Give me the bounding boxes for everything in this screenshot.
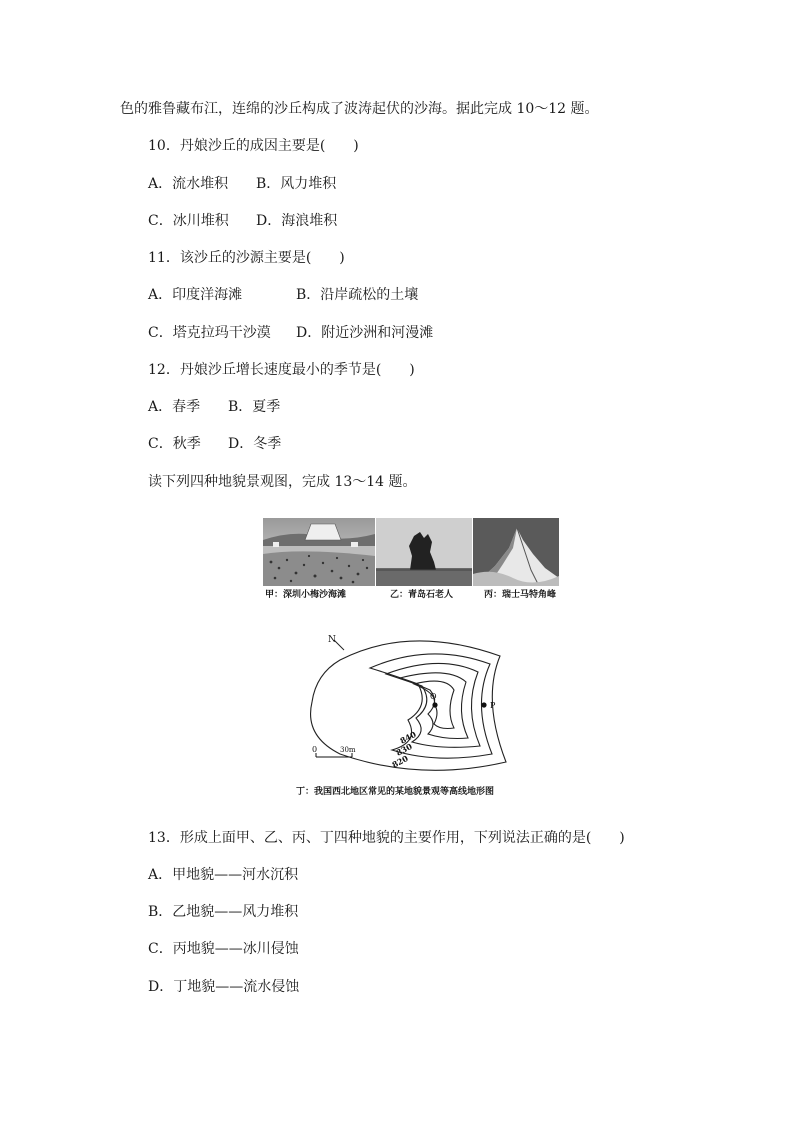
q10-option-c[interactable]: C．冰川堆积 [148, 213, 229, 229]
q13-option-a[interactable]: A．甲地貌——河水沉积 [148, 867, 299, 883]
q13-option-c[interactable]: C．丙地貌——冰川侵蚀 [148, 941, 299, 957]
north-label: N [328, 635, 336, 645]
photo-horn-peak [473, 518, 559, 586]
question-11-stem: 11．该沙丘的沙源主要是( ) [148, 250, 345, 266]
contour-label-830: 830 [394, 741, 414, 758]
q10-option-d[interactable]: D．海浪堆积 [256, 213, 338, 229]
q11-option-d[interactable]: D．附近沙洲和河漫滩 [296, 325, 434, 341]
photo-beach [263, 518, 375, 586]
question-13-stem: 13．形成上面甲、乙、丙、丁四种地貌的主要作用，下列说法正确的是( ) [148, 830, 625, 846]
q11-option-c[interactable]: C．塔克拉玛干沙漠 [148, 325, 271, 341]
point-p-label: P [490, 701, 496, 710]
point-q [432, 702, 437, 707]
caption-jia: 甲：深圳小梅沙海滩 [265, 590, 347, 600]
q12-option-b[interactable]: B．夏季 [228, 399, 281, 415]
question-10-stem: 10．丹娘沙丘的成因主要是( ) [148, 138, 359, 154]
read-prompt: 读下列四种地貌景观图，完成 13～14 题。 [148, 474, 417, 490]
photo-sea-stack [376, 518, 472, 586]
contour-label-820: 820 [390, 753, 410, 770]
q12-option-d[interactable]: D．冬季 [228, 436, 282, 452]
landform-photo-strip [263, 518, 559, 586]
contour-map [300, 632, 530, 777]
q12-option-c[interactable]: C．秋季 [148, 436, 201, 452]
point-p [481, 702, 486, 707]
q11-option-a[interactable]: A．印度洋海滩 [148, 287, 243, 303]
q12-option-a[interactable]: A．春季 [148, 399, 201, 415]
q10-option-b[interactable]: B．风力堆积 [256, 176, 337, 192]
contour-label-840: 840 [398, 729, 418, 746]
q13-option-b[interactable]: B．乙地貌——风力堆积 [148, 904, 299, 920]
scale-distance: 30m [340, 746, 356, 754]
q13-option-d[interactable]: D．丁地貌——流水侵蚀 [148, 979, 300, 995]
caption-yi: 乙：青岛石老人 [390, 590, 454, 600]
intro-tail: 色的雅鲁藏布江，连绵的沙丘构成了波涛起伏的沙海。据此完成 10～12 题。 [120, 101, 599, 117]
q10-option-a[interactable]: A．流水堆积 [148, 176, 229, 192]
question-12-stem: 12．丹娘沙丘增长速度最小的季节是( ) [148, 362, 415, 378]
point-q-label: Q [430, 692, 437, 701]
q11-option-b[interactable]: B．沿岸疏松的土壤 [296, 287, 419, 303]
scale-zero: 0 [312, 745, 318, 754]
caption-bing: 丙：瑞士马特角峰 [484, 590, 557, 600]
map-caption: 丁：我国西北地区常见的某地貌景观等高线地形图 [296, 787, 495, 797]
